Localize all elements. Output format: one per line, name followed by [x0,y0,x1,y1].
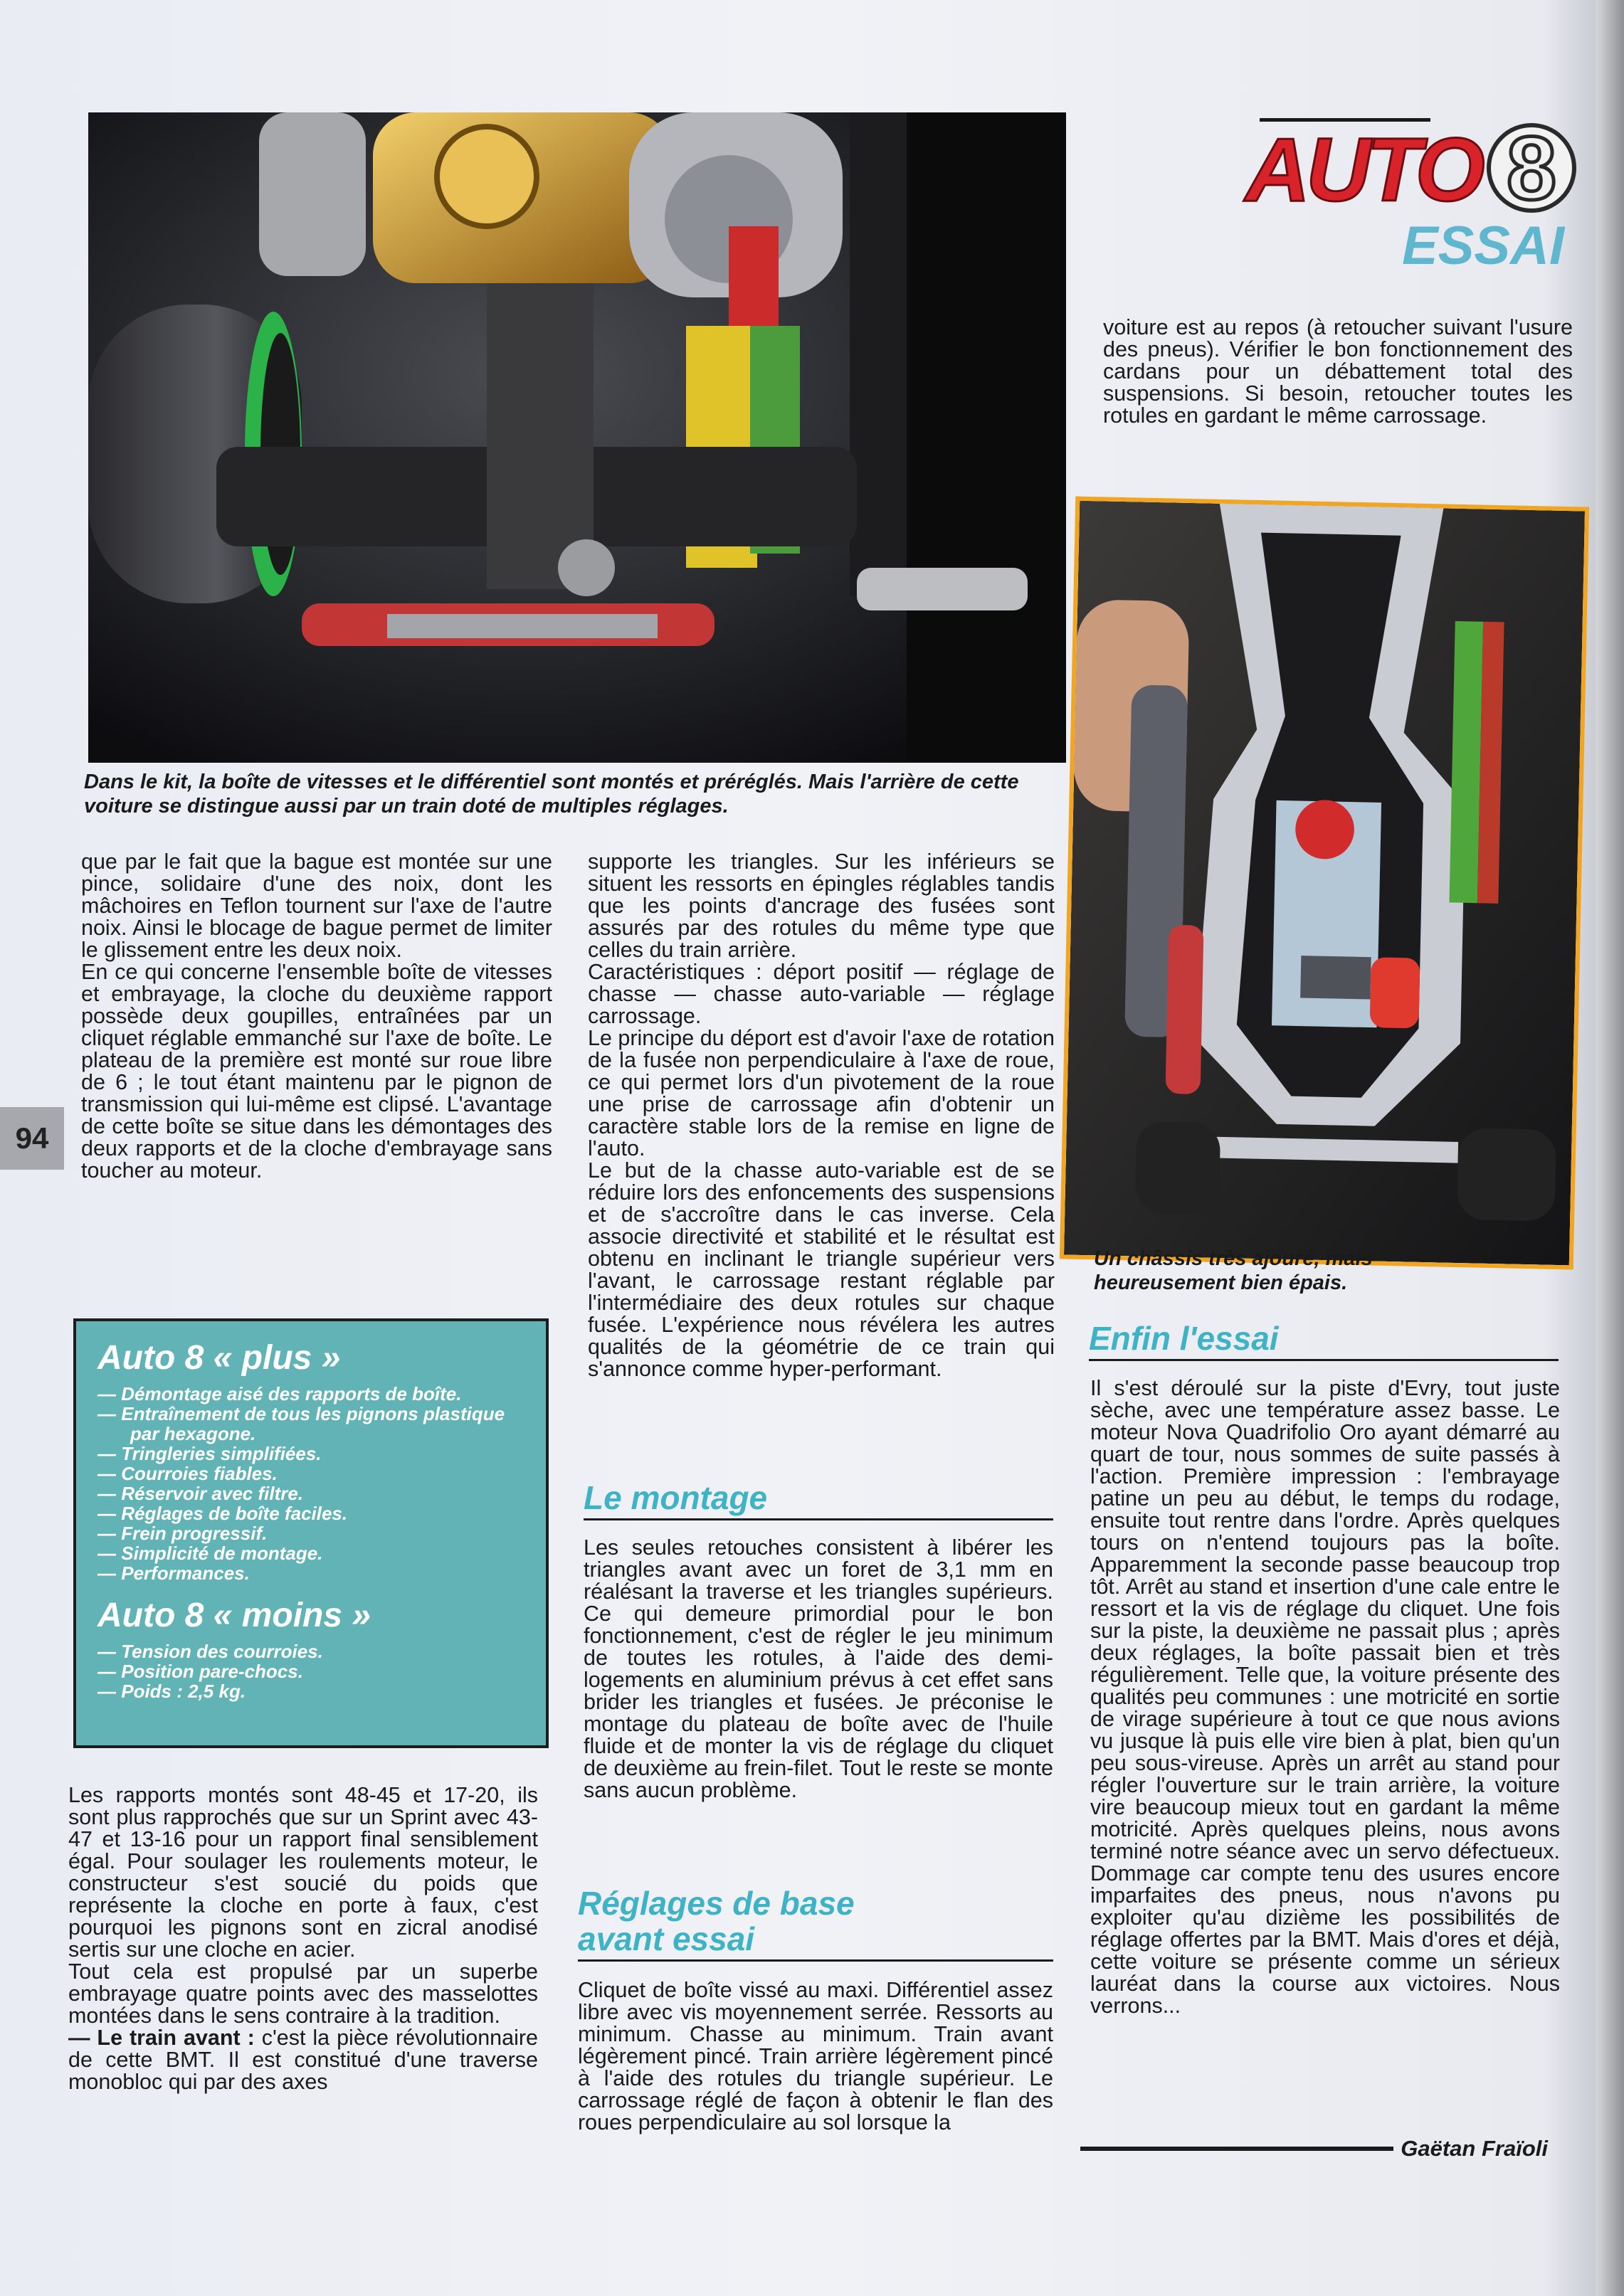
paragraph: supporte les triangles. Sur les inférieurs se situent les ressorts en épingles réglables tandis que les points d'ancrage des fusées sont assurés par des rotules du même type que celles du train arrière. [588,850,1055,962]
list-item: — Poids : 2,5 kg. [97,1681,246,1702]
paragraph: que par le fait que la bague est montée sur une pince, solidaire d'une des noix, dont les mâchoires en Teflon tournent sur l'axe de l'autre noix. Ainsi le blocage de bague permet de limiter le glissement entre les deux noix. [81,850,552,962]
author-signature [1080,2134,1548,2163]
middle-column-montage [584,1537,1053,1802]
right-photo-caption: Un châssis très ajouré, mais heureusement bien épais. [1094,1247,1373,1294]
paragraph: voiture est au repos (à retoucher suivant l'usure des pneus). Vérifier le bon fonctionnement des cardans pour un débattement total des suspensions. Si besoin, retoucher toutes les rotules en gardant le même carrossage. [1103,315,1573,428]
plus-list [97,1384,524,1583]
section-label: ESSAI [1402,216,1565,276]
list-item: — Démontage aisé des rapports de boîte. [97,1383,462,1404]
list-item: — Courroies fiables. [97,1463,278,1484]
moins-list [97,1641,524,1701]
list-item: — Tringleries simplifiées. [97,1443,322,1464]
paragraph: Les seules retouches consistent à libérer les triangles avant avec un foret de 3,1 mm en réalésant la traverse et les triangles supérieurs. Ce qui demeure primordial pour le bon fonctionnement, c'est de régler le jeu minimum de toutes les rotules, à l'aide des demi-logements en aluminium prévus à cet effet sans brider les triangles et fusées. Je préconise le montage du plateau de boîte avec de l'huile fluide et de monter la vis de réglage du cliquet de deuxième au frein-filet. Tout le reste se monte sans aucun problème. [584,1535,1053,1802]
author-name: Gaëtan Fraïoli [1401,2136,1548,2161]
paragraph: Cliquet de boîte vissé au maxi. Différentiel assez libre avec vis moyennement serrée. Ressorts au minimum. Chasse au minimum. Train avant légèrement pincé. Train arrière légèrement pincé à l'aide des rotules du triangle supérieur. Le carrossage réglé de façon à obtenir le flan des roues perpendiculaire au sol lorsque la [578,1978,1053,2134]
auto8-logo [1238,114,1580,221]
moins-title: Auto 8 « moins » [97,1597,371,1634]
paragraph: Tout cela est propulsé par un superbe embrayage quatre points avec des masselottes montées dans le sens contraire à la tradition. [68,1959,538,2028]
paragraph: Le but de la chasse auto-variable est de se réduire lors des enfoncements des suspensions et de s'accroître dans le cas inverse. Cela associe directivité et stabilité et le résultat est obtenu en inclinant le triangle supérieur vers l'avant, le carrossage restant réglable par l'intermédiaire des deux rotules sur chaque fusée. L'expérience nous révélera les autres qualités de la géométrie de ce train qui s'annonce comme hyper-performant. [588,1158,1055,1381]
chassis-photo [1060,497,1589,1270]
heading-essai: Enfin l'essai [1089,1321,1559,1361]
lead-text: c'est la pièce révolutionnaire de cette BMT. Il est constitué d'une traverse monobloc qui par des axes [68,2026,538,2094]
middle-column-top [588,851,1055,1380]
list-item: — Performances. [97,1562,250,1584]
lead-in: — Le train avant : [68,2026,255,2050]
list-item: — Frein progressif. [97,1523,268,1544]
logo-text: AUTO [1245,120,1481,220]
paragraph [68,2027,538,2093]
list-item: — Tension des courroies. [97,1641,323,1662]
list-item: — Réglages de boîte faciles. [97,1503,348,1524]
plus-moins-box [73,1318,549,1748]
right-column-essai [1090,1377,1560,2017]
list-item: — Réservoir avec filtre. [97,1483,304,1504]
gearbox-photo [88,112,1066,763]
paragraph: Les rapports montés sont 48-45 et 17-20, ils sont plus rapprochés que sur un Sprint avec 43-47 et 13-16 pour un rapport final sensiblement égal. Pour soulager les roulements moteur, le constructeur s'est soucié du poids que représente la cloche en porte à faux, c'est pourquoi les pignons sont en zicral anodisé sertis sur une cloche en acier. [68,1783,538,1962]
page-number: 94 [0,1107,64,1170]
list-item: — Entraînement de tous les pignons plastique par hexagone. [97,1403,505,1444]
left-column-bottom [68,1784,538,2093]
paragraph: Le principe du déport est d'avoir l'axe de rotation de la fusée non perpendiculaire à l'axe de roue, ce qui permet lors d'un pivotement de la roue une prise de carrossage afin d'obtenir un caractère stable lors de la remise en ligne de l'auto. [588,1026,1055,1160]
plus-title: Auto 8 « plus » [97,1339,341,1377]
left-column-top [81,851,552,1182]
top-photo-caption: Dans le kit, la boîte de vitesses et le différentiel sont montés et préréglés. Mais l'arrière de cette voiture se distingue aussi par un train doté de multiples réglages. [84,771,1019,818]
heading-reglages-line1: Réglages de base [578,1885,855,1922]
paragraph: Caractéristiques : déport positif — réglage de chasse — chasse auto-variable — réglage carrossage. [588,960,1055,1028]
list-item: — Position pare-chocs. [97,1661,303,1682]
page-binding-shadow [1596,0,1624,2296]
middle-column-reglages [578,1979,1053,2134]
signature-rule [1080,2147,1393,2151]
list-item: — Simplicité de montage. [97,1543,323,1564]
heading-reglages-line2: avant essai [578,1920,755,1957]
right-column-top [1103,317,1573,427]
heading-montage: Le montage [584,1480,1053,1520]
logo-number: 8 [1506,118,1557,218]
heading-reglages [578,1885,1053,1962]
paragraph: Il s'est déroulé sur la piste d'Evry, tout juste sèche, avec une température assez basse. Le moteur Nova Quadrifolio Oro ayant démarré au quart de tour, nous sommes de suite passés à l'action. Première impression : l'embrayage patine un peu au début, le temps du rodage, ensuite tout rentre dans l'ordre. Après quelques tours on n'entend toujours pas la boîte. Apparemment la seconde passe beaucoup trop tôt. Arrêt au stand et insertion d'une cale entre le ressort et la vis de réglage du cliquet. Une fois sur la piste, la deuxième ne passait plus ; après deux réglages, la boîte passait bien et très régulièrement. Telle que, la voiture présente des qualités peu communes : une motricité en sortie de virage supérieure à tout ce que nous avions vu jusque là puis elle vire bien à plat, bien qu'un peu sous-vireuse. Après un arrêt au stand pour régler l'ouverture sur le train arrière, la voiture vire beaucoup mieux tout en gardant la même motricité. Après quelques pleins, nous avons terminé notre séance avec un servo défectueux. Dommage car compte tenu des usures encore imparfaites des pneus, nous n'avons pu exploiter qu'au dizième les possibilités de réglage offertes par la BMT. Mais d'ores et déjà, cette voiture se présente comme un sérieux lauréat dans la course aux victoires. Nous verrons... [1090,1376,1560,2018]
paragraph: En ce qui concerne l'ensemble boîte de vitesses et embrayage, la cloche du deuxième rapport possède deux goupilles, entraînées par un cliquet réglable emmanché sur l'axe de boîte. Le plateau de la première est monté sur roue libre de 6 ; le tout étant maintenu par le pignon de transmission qui lui-même est clipsé. L'avantage de cette boîte se situe dans les démontages des deux rapports et de la cloche d'embrayage sans toucher au moteur. [81,960,552,1183]
